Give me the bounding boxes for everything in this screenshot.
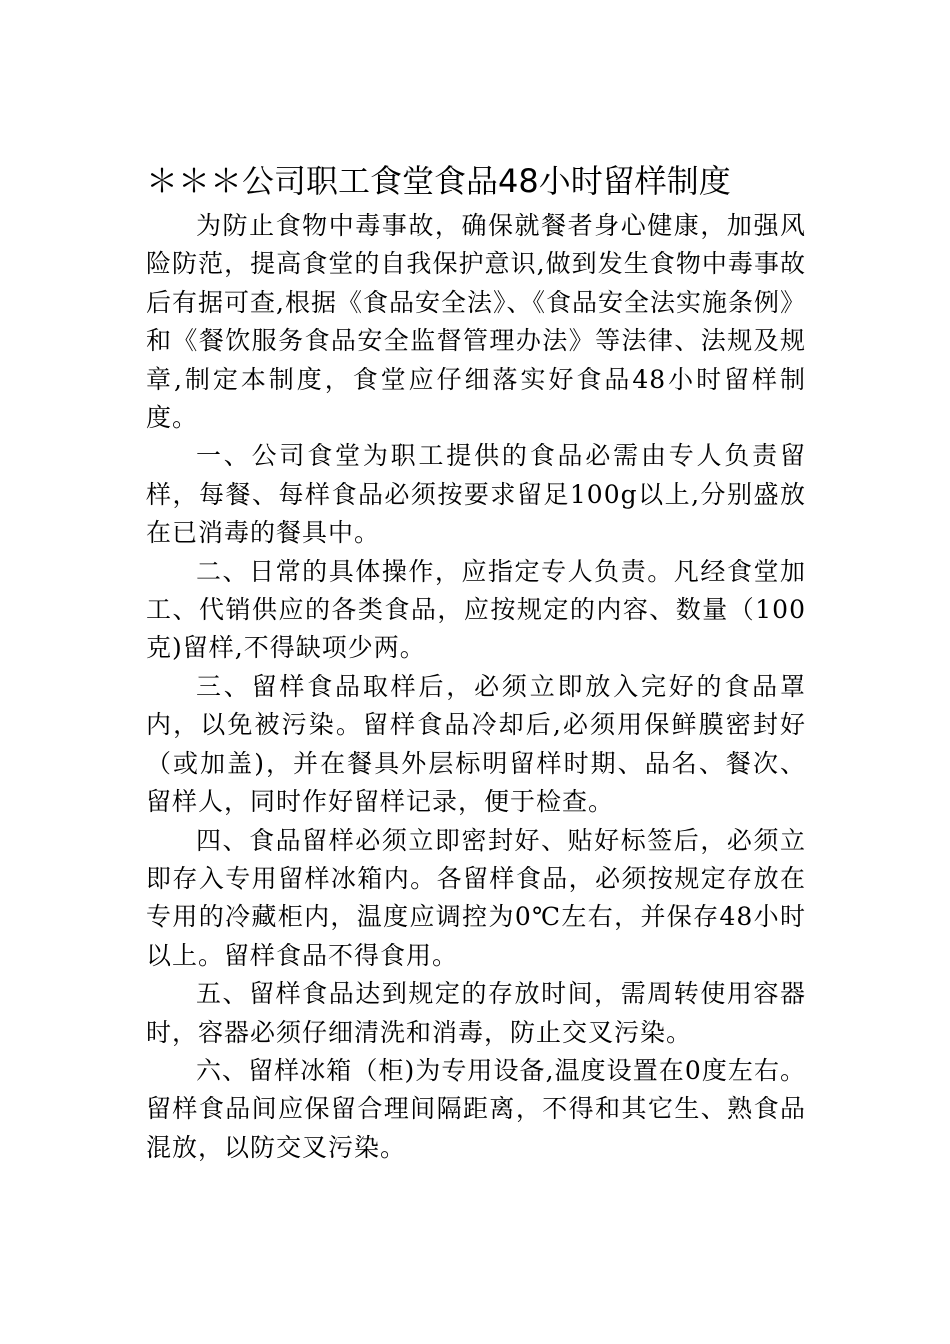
paragraph-clause-3: 三、留样食品取样后，必须立即放入完好的食品罩内，以免被污染。留样食品冷却后,必须用保鲜膜密封好（或加盖)，并在餐具外层标明留样时期、品名、餐次、留样人，同时作好留样记录，便于检查。	[146, 671, 806, 817]
paragraph-intro: 为防止食物中毒事故，确保就餐者身心健康，加强风险防范，提高食堂的自我保护意识,做到发生食物中毒事故后有据可查,根据《食品安全法》、《食品安全法实施条例》和《餐饮服务食品安全监督管理办法》等法律、法规及规章,制定本制度，食堂应仔细落实好食品48小时留样制度。	[146, 211, 806, 433]
paragraph-clause-4: 四、食品留样必须立即密封好、贴好标签后，必须立即存入专用留样冰箱内。各留样食品，必须按规定存放在专用的冷藏柜内，温度应调控为0℃左右，并保存48小时以上。留样食品不得食用。	[146, 825, 806, 970]
paragraph-clause-1: 一、公司食堂为职工提供的食品必需由专人负责留样，每餐、每样食品必须按要求留足100g以上,分别盛放在已消毒的餐具中。	[146, 441, 806, 548]
paragraph-clause-2: 二、日常的具体操作，应指定专人负责。凡经食堂加工、代销供应的各类食品，应按规定的内容、数量（100克)留样,不得缺项少两。	[146, 556, 806, 663]
document-body	[146, 207, 806, 1167]
paragraph-clause-6: 六、留样冰箱（柜)为专用设备,温度设置在0度左右。留样食品间应保留合理间隔距离，不得和其它生、熟食品混放，以防交叉污染。	[146, 1055, 806, 1162]
paragraph-clause-5: 五、留样食品达到规定的存放时间，需周转使用容器时，容器必须仔细清洗和消毒，防止交叉污染。	[146, 979, 806, 1047]
document-title: ＊＊＊公司职工食堂食品48小时留样制度	[146, 162, 731, 200]
